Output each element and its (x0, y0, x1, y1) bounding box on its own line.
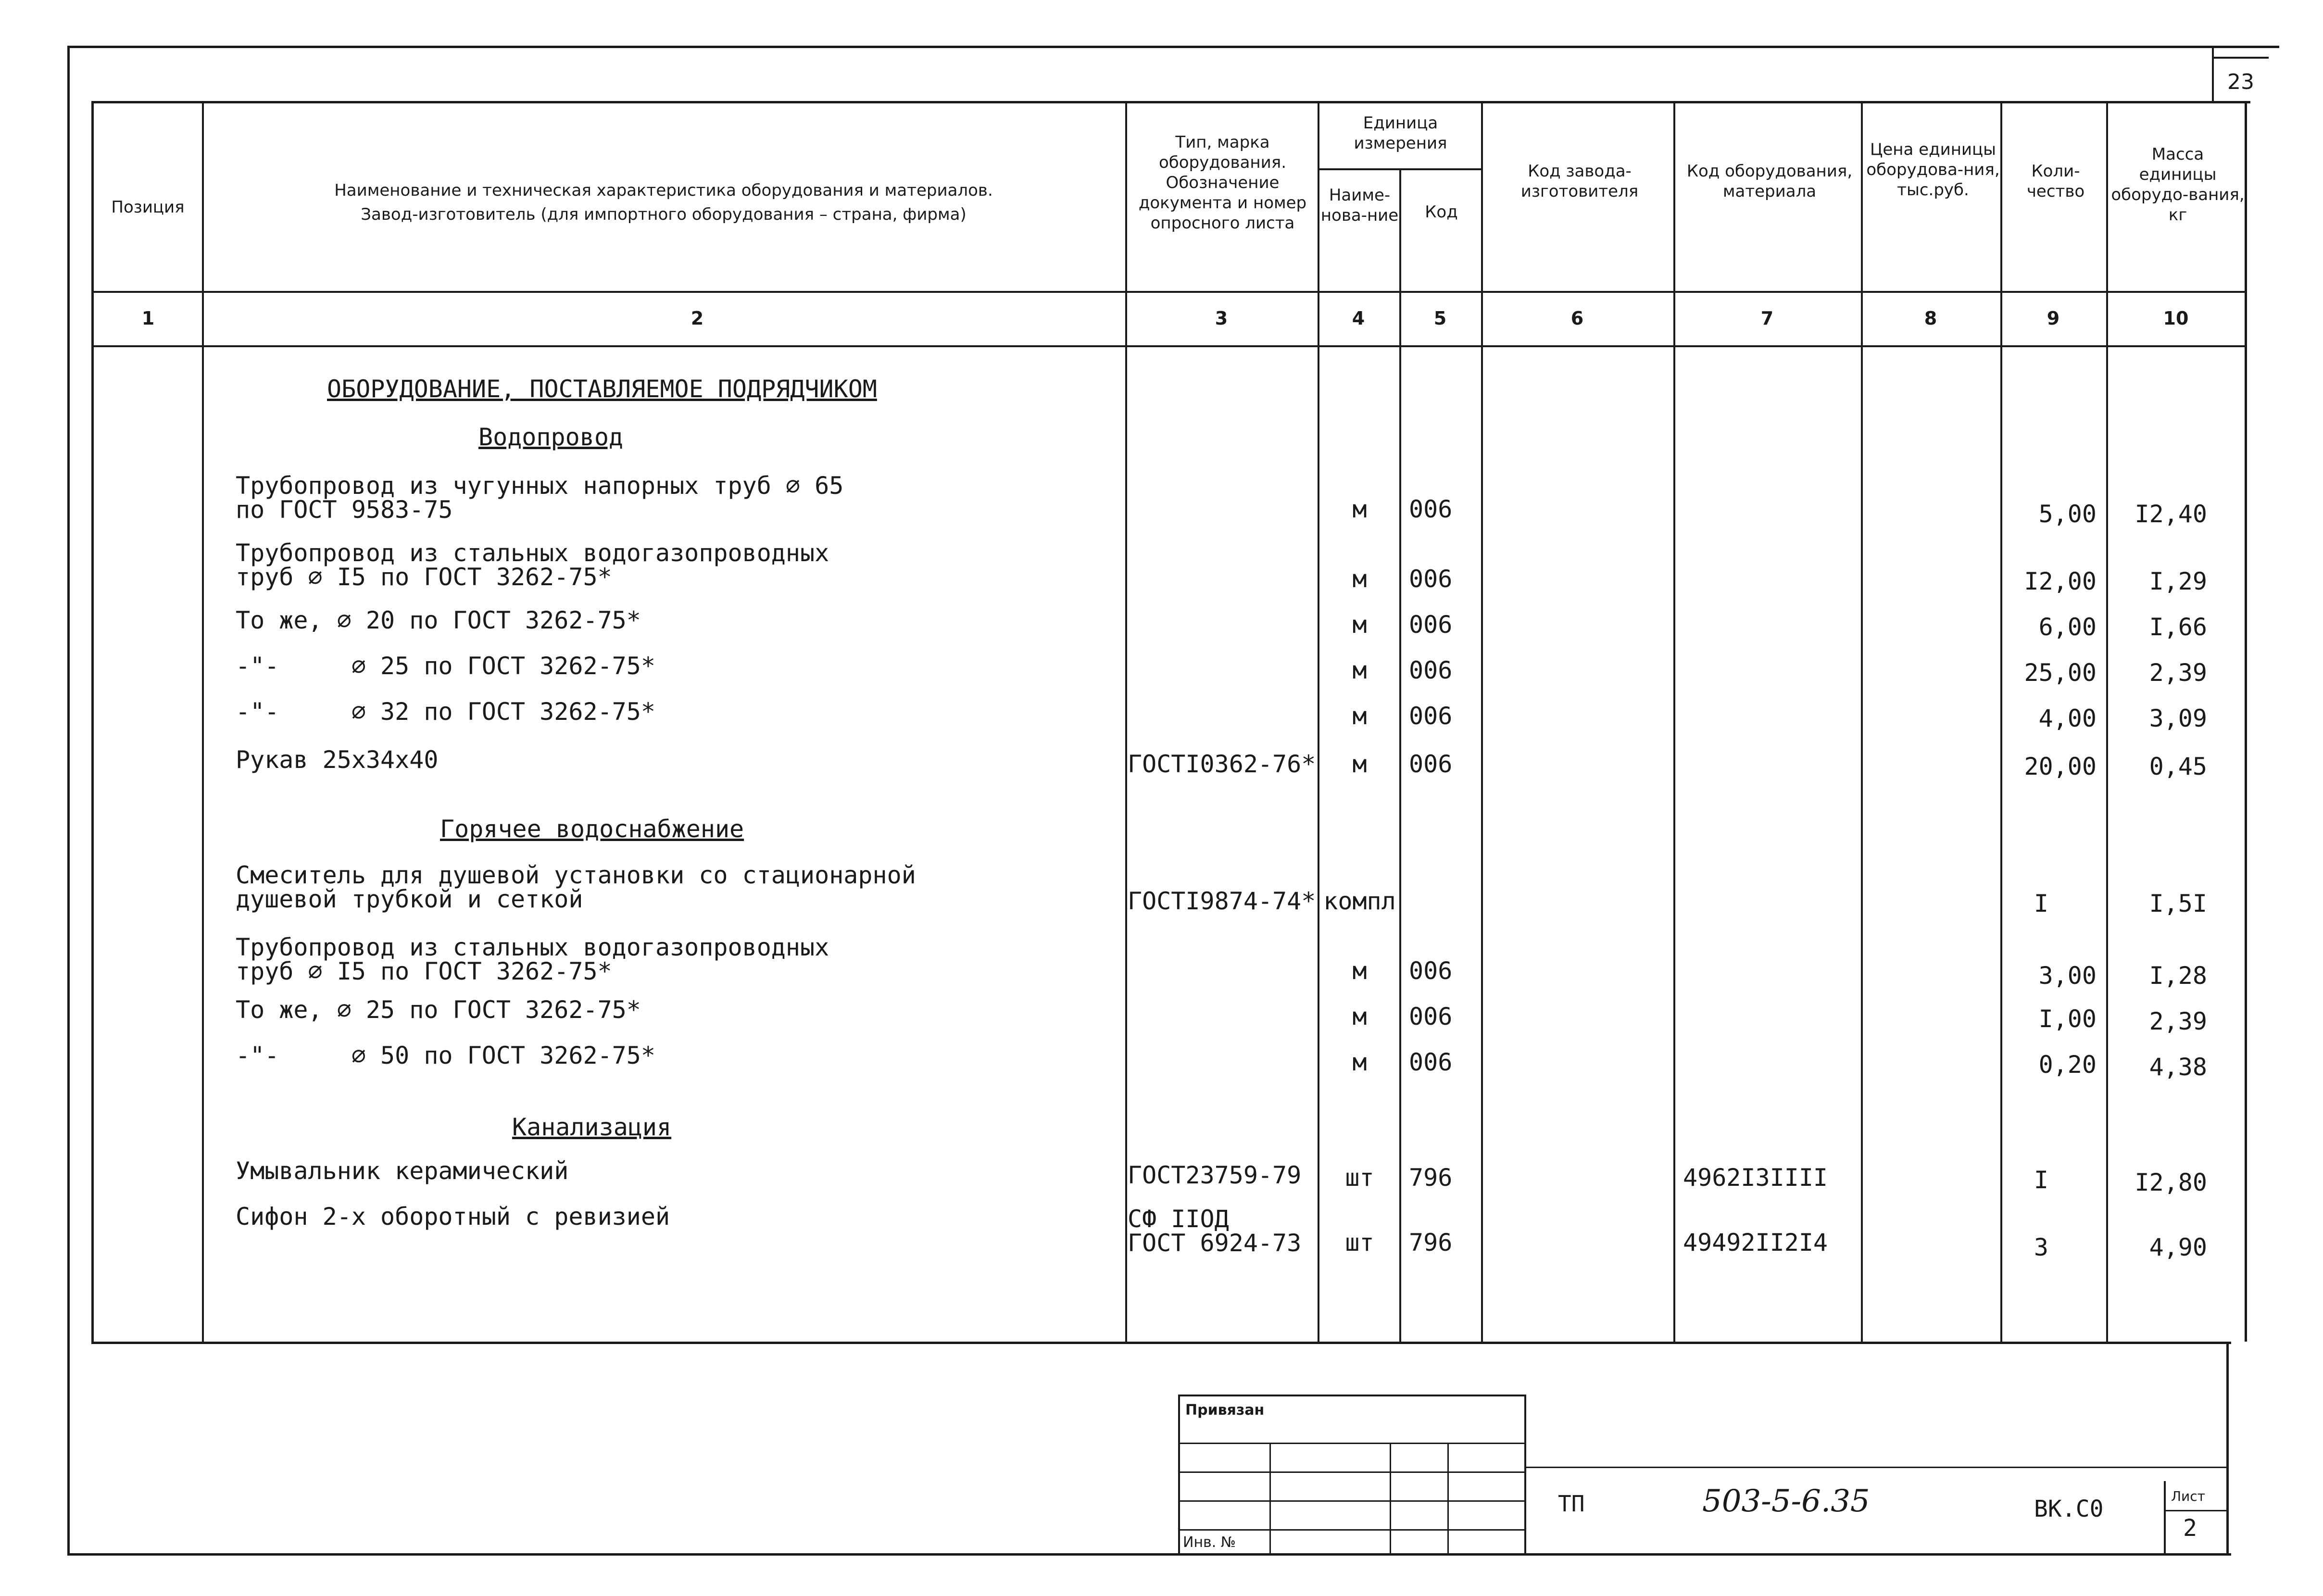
row-name: Трубопровод из стальных водогазопроводных труб ∅ I5 по ГОСТ 3262-75* (236, 539, 829, 591)
row-qty: 5,00 (2038, 500, 2097, 528)
header-equip-code: Код оборудования, материала (1686, 162, 1853, 201)
row-name: Трубопровод из чугунных напорных труб ∅ 65 по ГОСТ 9583-75 (236, 472, 844, 524)
row-name: Смеситель для душевой установки со стационарной душевой трубкой и сеткой (236, 861, 916, 913)
row-equip-code: 49492II2I4 (1683, 1229, 1828, 1257)
row-code: 006 (1409, 1048, 1453, 1076)
stamp-sheet-number: 2 (2183, 1515, 2197, 1542)
row-name: То же, ∅ 20 по ГОСТ 3262-75* (236, 606, 641, 634)
row-code: 006 (1409, 750, 1453, 778)
row-doc: ГОСТI9874-74* (1128, 887, 1316, 915)
row-name: -"- ∅ 50 по ГОСТ 3262-75* (236, 1042, 655, 1069)
row-qty: 3 (2034, 1233, 2048, 1261)
row-code: 796 (1409, 1229, 1453, 1257)
header-mass: Масса единицы оборудо-вания, кг (2111, 145, 2245, 225)
row-qty: I2,00 (2024, 567, 2097, 595)
col-num-8: 8 (1924, 308, 1937, 329)
row-code: 006 (1409, 495, 1453, 523)
row-unit: шт (1345, 1164, 1374, 1192)
row-doc: ГОСТ23759-79 (1128, 1161, 1302, 1189)
header-price: Цена единицы оборудова-ния, тыс.руб. (1866, 140, 2000, 200)
row-unit: м (1352, 611, 1367, 639)
row-qty: 6,00 (2038, 613, 2097, 641)
row-name: Трубопровод из стальных водогазопроводных труб ∅ I5 по ГОСТ 3262-75* (236, 933, 829, 985)
header-type: Тип, марка оборудования. Обозначение документа и номер опросного листа (1138, 133, 1307, 233)
row-unit: м (1352, 957, 1367, 985)
row-unit: м (1352, 750, 1367, 778)
row-qty: 3,00 (2038, 962, 2097, 990)
row-mass: I,5I (2149, 890, 2207, 917)
row-mass: 4,38 (2149, 1053, 2207, 1081)
row-mass: I,28 (2149, 962, 2207, 990)
stamp-tp: ТП (1558, 1491, 1585, 1517)
col-num-9: 9 (2047, 308, 2060, 329)
col-num-4: 4 (1352, 308, 1365, 329)
row-mass: I,66 (2149, 613, 2207, 641)
row-unit: компл (1323, 887, 1396, 915)
header-name-line2: Завод-изготовитель (для импортного оборудования – страна, фирма) (361, 205, 967, 224)
row-qty: 25,00 (2024, 659, 2097, 687)
row-code: 006 (1409, 957, 1453, 985)
page-number: 23 (2227, 70, 2254, 94)
row-name: Сифон 2-х оборотный с ревизией (236, 1203, 670, 1231)
row-unit: м (1352, 565, 1367, 593)
col-num-7: 7 (1760, 308, 1774, 329)
header-factory-code: Код завода-изготовителя (1520, 162, 1639, 201)
row-code: 006 (1409, 1003, 1453, 1030)
header-position: Позиция (111, 198, 185, 217)
col-num-6: 6 (1570, 308, 1584, 329)
header-unit-name: Наиме-нова-ние (1320, 186, 1399, 225)
section-main: ОБОРУДОВАНИЕ, ПОСТАВЛЯЕМОЕ ПОДРЯДЧИКОМ (327, 375, 877, 403)
row-unit: м (1352, 1003, 1367, 1030)
section-water: Водопровод (478, 423, 624, 451)
row-qty: I (2034, 890, 2048, 917)
header-qty: Коли-чество (2026, 162, 2085, 201)
stamp-sheet-label: Лист (2171, 1488, 2205, 1504)
row-mass: 3,09 (2149, 704, 2207, 732)
row-qty: I,00 (2038, 1005, 2097, 1033)
stamp-code: ВК.С0 (2034, 1495, 2104, 1522)
col-num-3: 3 (1215, 308, 1228, 329)
row-mass: 2,39 (2149, 659, 2207, 687)
row-qty: 20,00 (2024, 753, 2097, 780)
stamp-tied: Привязан (1185, 1402, 1265, 1419)
row-mass: 0,45 (2149, 753, 2207, 780)
col-num-2: 2 (691, 308, 704, 329)
section-hot-water: Горячее водоснабжение (440, 815, 744, 843)
row-name: Рукав 25х34х40 (236, 746, 439, 774)
row-name: -"- ∅ 25 по ГОСТ 3262-75* (236, 652, 655, 680)
stamp-project: 503-5-6.35 (1702, 1483, 1870, 1519)
row-unit: шт (1345, 1229, 1374, 1257)
col-num-10: 10 (2163, 308, 2189, 329)
row-unit: м (1352, 495, 1367, 523)
row-code: 006 (1409, 565, 1453, 593)
row-mass: I2,40 (2135, 500, 2207, 528)
row-mass: I2,80 (2135, 1169, 2207, 1196)
row-equip-code: 4962I3IIII (1683, 1164, 1828, 1192)
col-num-5: 5 (1433, 308, 1447, 329)
row-qty: 4,00 (2038, 704, 2097, 732)
row-code: 006 (1409, 611, 1453, 639)
row-doc: СФ IIОД ГОСТ 6924-73 (1128, 1205, 1302, 1257)
row-name: -"- ∅ 32 по ГОСТ 3262-75* (236, 698, 655, 726)
row-code: 796 (1409, 1164, 1453, 1192)
header-name-line1: Наименование и техническая характеристика оборудования и материалов. (334, 181, 993, 200)
row-qty: 0,20 (2038, 1051, 2097, 1079)
col-num-1: 1 (141, 308, 155, 329)
row-name: То же, ∅ 25 по ГОСТ 3262-75* (236, 996, 641, 1024)
section-sewer: Канализация (512, 1113, 672, 1141)
row-mass: I,29 (2149, 567, 2207, 595)
row-code: 006 (1409, 702, 1453, 730)
header-unit: Единица измерения (1354, 113, 1447, 153)
row-unit: м (1352, 656, 1367, 684)
header-unit-code: Код (1425, 202, 1458, 222)
row-unit: м (1352, 702, 1367, 730)
row-code: 006 (1409, 656, 1453, 684)
row-qty: I (2034, 1166, 2048, 1194)
stamp-inventory: Инв. № (1183, 1534, 1236, 1551)
row-doc: ГОСТI0362-76* (1128, 750, 1316, 778)
row-name: Умывальник керамический (236, 1157, 569, 1185)
row-unit: м (1352, 1048, 1367, 1076)
row-mass: 4,90 (2149, 1233, 2207, 1261)
row-mass: 2,39 (2149, 1007, 2207, 1035)
